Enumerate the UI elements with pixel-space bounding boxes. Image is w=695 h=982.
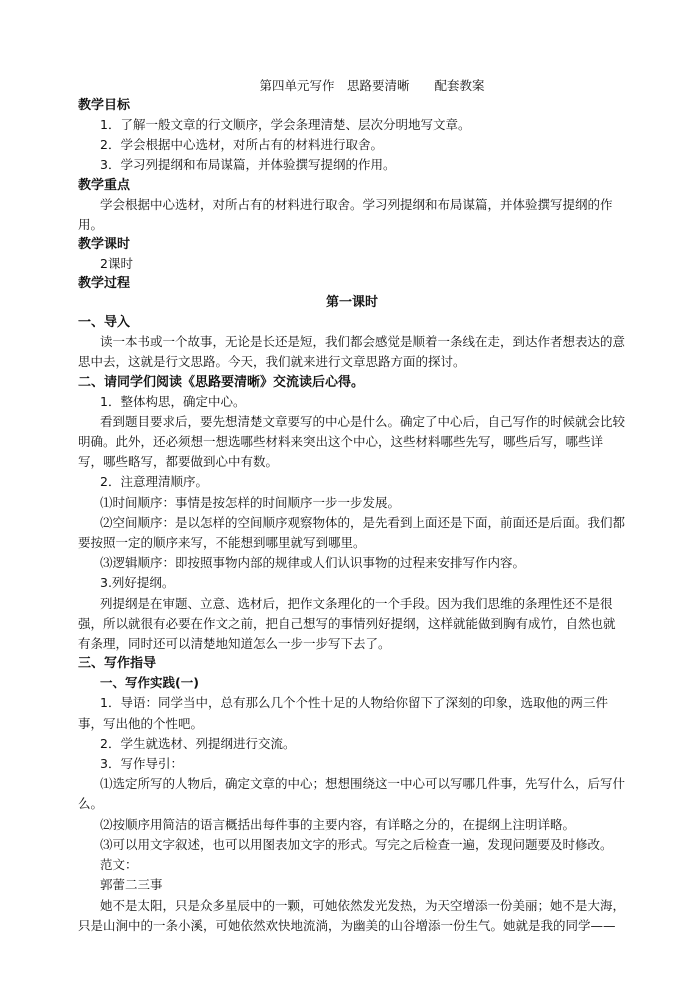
guide-p7: 范文： — [100, 857, 138, 873]
heading-introduction: 一、导入 — [78, 315, 131, 331]
heading-teaching-goals: 教学目标 — [78, 98, 131, 113]
guide-p5: ⑵按顺序用简洁的语言概括出每件事的主要内容，有详略之分的，在提纲上注明详略。 — [100, 816, 576, 832]
guide-p1: 1．导语：同学当中，总有那么几个个性十足的人物给你留下了深刻的印象，选取他的两三件事，写出他的个性吧。 — [78, 695, 608, 731]
reading-p4: ⑴时间顺序：事情是按怎样的时间顺序一步一步发展。 — [100, 494, 401, 510]
sample-title: 郭蕾二三事 — [100, 877, 163, 893]
heading-class-hours: 教学课时 — [78, 237, 131, 253]
reading-p3: 2．注意理清顺序。 — [100, 474, 208, 490]
introduction-text: 读一本书或一个故事，无论是长还是短，我们都会感觉是顺着一条线在走，到达作者想表达的意思中去，这就是行文思路。今天，我们就来进行文章思路方面的探讨。 — [78, 334, 626, 370]
goal-item-3: 3．学习列提纲和布局谋篇，并体验撰写提纲的作用。 — [100, 157, 396, 173]
heading-teaching-process: 教学过程 — [78, 276, 131, 292]
goal-item-1: 1．了解一般文章的行文顺序，学会条理清楚、层次分明地写文章。 — [100, 117, 471, 132]
reading-p8: 列提纲是在审题、立意、选材后，把作文条理化的一个手段。因为我们思维的条理性还不是很强，所以就很有必要在作文之前，把自己想写的事情列好提纲，这样就能做到胸有成竹，自然也就有条理，同时还可以清楚地知道怎么一步一步写下去了。 — [78, 595, 616, 652]
guide-p6: ⑶可以用文字叙述，也可以用图表加文字的形式。写完之后检查一遍，发现问题要及时修改。 — [100, 836, 613, 852]
guide-p3: 3．写作导引： — [100, 756, 183, 772]
guide-p4: ⑴选定所写的人物后，确定文章的中心；想想围绕这一中心可以写哪几件事，先写什么，后写什么。 — [78, 776, 626, 812]
reading-p2: 看到题目要求后，要先想清楚文章要写的中心是什么。确定了中心后，自己写作的时候就会比较明确。此外，还必须想一想选哪些材料来突出这个中心，这些材料哪些先写，哪些后写，哪些详写，哪些略写，都要做到心中有数。 — [78, 413, 626, 470]
subheading-practice: 一、写作实践(一) — [100, 675, 199, 691]
heading-writing-guide: 三、写作指导 — [78, 656, 157, 672]
heading-teaching-focus: 教学重点 — [78, 177, 131, 193]
sample-text: 她不是太阳，只是众多星辰中的一颗，可她依然发光发热，为天空增添一份美丽；她不是大海，只是山涧中的一条小溪，可她依然欢快地流淌，为幽美的山谷增添一份生气。她就是我的同学—— — [78, 897, 626, 933]
focus-text: 学会根据中心选材，对所占有的材料进行取舍。学习列提纲和布局谋篇，并体验撰写提纲的作用。 — [78, 196, 613, 232]
reading-p6: ⑶逻辑顺序：即按照事物内部的规律或人们认识事物的过程来安排写作内容。 — [100, 555, 526, 571]
document-page — [78, 76, 626, 936]
reading-p7: 3.列好提纲。 — [100, 575, 175, 591]
document-title: 第四单元写作 思路要清晰 配套教案 — [259, 78, 485, 93]
goal-item-2: 2．学会根据中心选材，对所占有的材料进行取舍。 — [100, 137, 383, 153]
heading-reading: 二、请同学们阅读《思路要清晰》交流读后心得。 — [78, 374, 365, 390]
reading-p1: 1．整体构思，确定中心。 — [100, 393, 246, 409]
reading-p5: ⑵空间顺序：是以怎样的空间顺序观察物体的，是先看到上面还是下面，前面还是后面。我们都要按照一定的顺序来写，不能想到哪里就写到哪里。 — [78, 514, 626, 551]
class-hours-text: 2课时 — [100, 256, 133, 272]
lesson-title: 第一课时 — [325, 295, 378, 311]
guide-p2: 2．学生就选材、列提纲进行交流。 — [100, 735, 296, 751]
